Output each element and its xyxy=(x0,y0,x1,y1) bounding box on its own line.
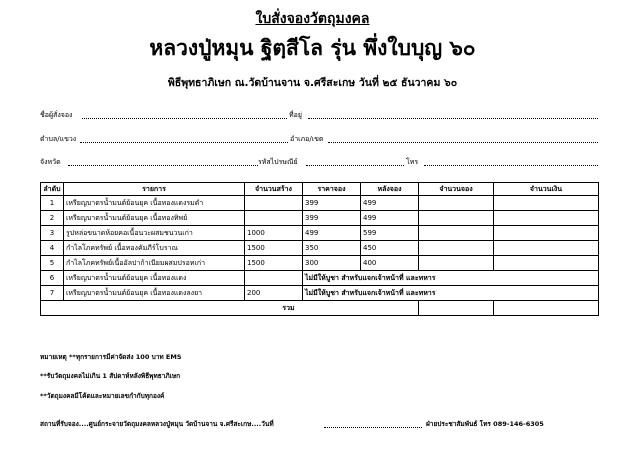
postal-field[interactable] xyxy=(306,157,404,166)
row-item: รูปหล่อขนาดห้อยคอเนื้อนวะผสมชนวนเก่า xyxy=(64,226,245,241)
total-label: รวม xyxy=(41,301,419,316)
subdistrict-field[interactable] xyxy=(80,134,288,143)
address-label: ที่อยู่ xyxy=(289,111,302,119)
row-after: 499 xyxy=(361,211,419,226)
province-label: จังหวัด xyxy=(40,158,61,166)
province-field[interactable] xyxy=(68,157,258,166)
row-no: 3 xyxy=(41,226,64,241)
row-built: 1500 xyxy=(245,256,303,271)
name-label: ชื่อผู้สั่งจอง xyxy=(40,111,73,119)
row-amount-input[interactable] xyxy=(494,226,599,241)
col-header-no: ลำดับ xyxy=(41,183,64,196)
row-item: เหรียญบาตรน้ำมนต์ย้อนยุค เนื้อทองแดงลงยา xyxy=(64,286,245,301)
note-delivery: **รับวัตถุมงคลไม่เกิน 1 สัปดาห์หลังพิธีพุทธาภิเษก xyxy=(40,372,181,380)
subdistrict-label: ตำบล/แขวง xyxy=(40,135,77,143)
row-item: เหรียญบาตรน้ำมนต์ย้อนยุค เนื้อทองแดง xyxy=(64,271,245,286)
col-header-price: ราคาจอง xyxy=(303,183,361,196)
postal-label: รหัสไปรษณีย์ xyxy=(258,158,298,166)
table-row xyxy=(41,211,599,226)
row-amount-input[interactable] xyxy=(494,196,599,211)
row-qty-input[interactable] xyxy=(419,196,494,211)
row-qty-input[interactable] xyxy=(419,241,494,256)
table-row xyxy=(41,256,599,271)
col-header-after: หลังจอง xyxy=(361,183,419,196)
col-header-qty: จำนวนจอง xyxy=(419,183,494,196)
row-built: 1000 xyxy=(245,226,303,241)
phone-field[interactable] xyxy=(424,157,598,166)
row-built xyxy=(245,211,303,226)
row-built: 200 xyxy=(245,286,303,301)
row-no: 2 xyxy=(41,211,64,226)
row-qty-input[interactable] xyxy=(419,226,494,241)
row-qty-input[interactable] xyxy=(419,256,494,271)
form-title: ใบสั่งจองวัตถุมงคล xyxy=(255,11,370,27)
row-item: เหรียญบาตรน้ำมนต์ย้อนยุค เนื้อทองทิพย์ xyxy=(64,211,245,226)
ceremony-info: พิธีพุทธาภิเษก ณ.วัดบ้านจาน จ.ศรีสะเกษ วันที่ ๒๕ ธันวาคม ๖๐ xyxy=(167,77,458,89)
row-item: กำไลโภคทรัพย์ เนื้อทองคัมภีร์โบราณ xyxy=(64,241,245,256)
address-field[interactable] xyxy=(308,110,598,119)
row-amount-input[interactable] xyxy=(494,241,599,256)
booking-date-field[interactable] xyxy=(324,419,422,428)
row-amount-input[interactable] xyxy=(494,256,599,271)
row-amount-input[interactable] xyxy=(494,211,599,226)
row-no: 7 xyxy=(41,286,64,301)
row-not-for-sale-note: ไม่มีให้บูชา สำหรับแจกเจ้าหน้าที่ และทหาร xyxy=(303,271,599,286)
table-row xyxy=(41,226,599,241)
name-field[interactable] xyxy=(82,110,287,119)
row-built xyxy=(245,271,303,286)
total-row xyxy=(41,301,599,316)
table-row xyxy=(41,196,599,211)
row-after: 499 xyxy=(361,196,419,211)
total-qty[interactable] xyxy=(419,301,494,316)
row-no: 4 xyxy=(41,241,64,256)
note-shipping: หมายเหตุ **ทุกรายการมีค่าจัดส่ง 100 บาท EMS xyxy=(40,353,182,361)
row-no: 1 xyxy=(41,196,64,211)
row-after: 400 xyxy=(361,256,419,271)
table-row xyxy=(41,271,599,286)
row-no: 6 xyxy=(41,271,64,286)
phone-label: โทร xyxy=(406,158,419,166)
booking-location: สถานที่รับจอง....ศูนย์กระจายวัตถุมงคลหลวงปู่หมุน วัดบ้านจาน จ.ศรีสะเกษ....วันที่ xyxy=(40,420,274,428)
note-serial: **วัตถุมงคลมีโค้ดและหมายเลขกำกับทุกองค์ xyxy=(40,392,165,400)
contact-phone: ฝ่ายประชาสัมพันธ์ โทร 089-146-6305 xyxy=(426,420,544,428)
table-header-row xyxy=(41,183,599,196)
col-header-built: จำนวนสร้าง xyxy=(245,183,303,196)
row-price: 399 xyxy=(303,211,361,226)
row-price: 300 xyxy=(303,256,361,271)
col-header-item: รายการ xyxy=(64,183,245,196)
row-after: 450 xyxy=(361,241,419,256)
row-price: 399 xyxy=(303,196,361,211)
row-price: 499 xyxy=(303,226,361,241)
row-not-for-sale-note: ไม่มีให้บูชา สำหรับแจกเจ้าหน้าที่ และทหาร xyxy=(303,286,599,301)
district-field[interactable] xyxy=(328,134,598,143)
main-title: หลวงปู่หมุน ฐิตฺสีโล รุ่น พึ่งใบบุญ ๖๐ xyxy=(149,36,476,60)
col-header-amount: จำนวนเงิน xyxy=(494,183,599,196)
row-qty-input[interactable] xyxy=(419,211,494,226)
table-row xyxy=(41,241,599,256)
row-built xyxy=(245,196,303,211)
total-amount[interactable] xyxy=(494,301,599,316)
row-item: กำไลโภคทรัพย์เนื้ออัลปาก้าเนียมผสมปรอทเก่า xyxy=(64,256,245,271)
district-label: อำเภอ/เขต xyxy=(290,135,324,143)
row-after: 599 xyxy=(361,226,419,241)
row-built: 1500 xyxy=(245,241,303,256)
table-row xyxy=(41,286,599,301)
row-price: 350 xyxy=(303,241,361,256)
order-table xyxy=(40,182,599,316)
row-no: 5 xyxy=(41,256,64,271)
row-item: เหรียญบาตรน้ำมนต์ย้อนยุค เนื้อทองแดงรมดำ xyxy=(64,196,245,211)
